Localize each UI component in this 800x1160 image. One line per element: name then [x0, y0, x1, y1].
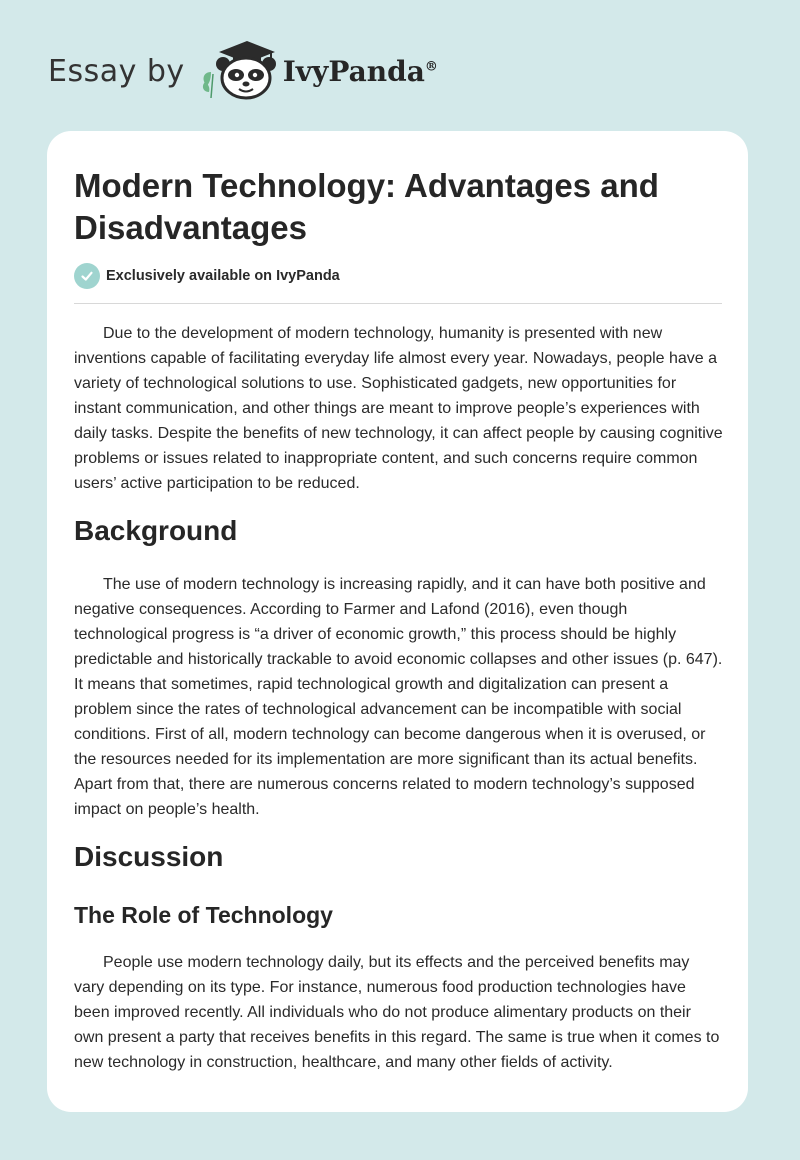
exclusive-badge: [74, 263, 340, 289]
brand-name-text: IvyPanda: [282, 55, 425, 88]
essay-by-label: Essay by: [48, 54, 185, 89]
title-divider: [74, 303, 722, 304]
exclusive-badge-label: Exclusively available on IvyPanda: [106, 268, 340, 284]
panda-logo-icon[interactable]: [199, 38, 277, 105]
role-of-technology-heading: The Role of Technology: [74, 902, 333, 928]
background-paragraph: The use of modern technology is increasing rapidly, and it can have both positive and negative consequences. According to Farmer and Lafond (2016), even though technological progress is “a driver of economic growth,” this process should be highly predictable and historically trackable to avoid economic collapses and other issues (p. 647). It means that sometimes, rapid technological growth and digitalization can present a problem since the rates of technological advancement can be incompatible with social conditions. First of all, modern technology can become dangerous when it is overused, or the resources needed for its implementation are more significant than its actual benefits. Apart from that, there are numerous concerns related to modern technology’s supposed impact on people’s health.: [74, 576, 723, 818]
essay-title: Modern Technology: Advantages and Disadvantages: [74, 167, 659, 246]
site-header: [48, 38, 438, 105]
intro-paragraph: Due to the development of modern technology, humanity is presented with new inventions capable of facilitating everyday life almost every year. Nowadays, people have a variety of technological solutions to use. Sophisticated gadgets, new opportunities for instant communication, and other things are meant to improve people’s experiences with daily tasks. Despite the benefits of new technology, it can affect people by causing cognitive problems or issues related to inappropriate content, and such concerns require common users’ active participation to be reduced.: [74, 325, 723, 492]
checkmark-icon: [74, 263, 100, 289]
essay-card: [47, 131, 748, 1112]
ivypanda-brand-name[interactable]: [283, 55, 438, 88]
registered-mark: ®: [424, 59, 438, 75]
discussion-heading: Discussion: [74, 841, 224, 872]
role-paragraph: People use modern technology daily, but its effects and the perceived benefits may vary depending on its type. For instance, numerous food production technologies have been improved recently. All individuals who do not produce alimentary products on their own present a party that receives benefits in this regard. The same is true when it comes to new technology in construction, healthcare, and many other fields of activity.: [74, 954, 720, 1071]
background-heading: Background: [74, 515, 238, 546]
